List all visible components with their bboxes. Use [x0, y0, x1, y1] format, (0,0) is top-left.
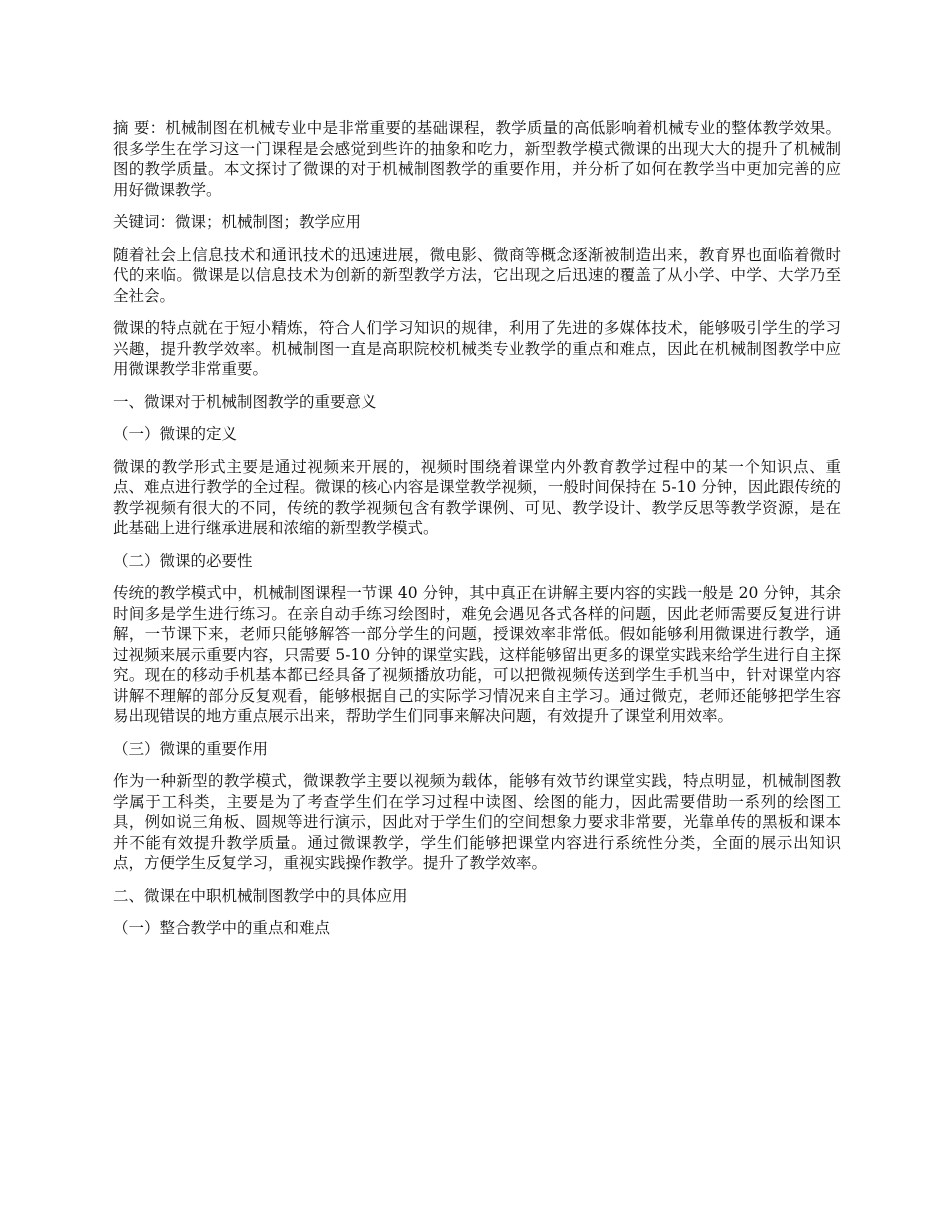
- subsection-1-3-heading: （三）微课的重要作用: [113, 739, 269, 758]
- section-1-heading: 一、微课对于机械制图教学的重要意义: [113, 392, 377, 411]
- abstract-paragraph: 摘 要：机械制图在机械专业中是非常重要的基础课程，教学质量的高低影响着机械专业的整体教学效果。很多学生在学习这一门课程是会感觉到些许的抽象和吃力，新型教学模式微课的出现大大的提升了机械制图的教学质量。本文探讨了微课的对于机械制图教学的重要作用，并分析了如何在教学当中更加完善的应用好微课教学。: [113, 119, 841, 199]
- subsection-1-2-heading: （二）微课的必要性: [113, 551, 253, 570]
- subsection-1-3-paragraph: 作为一种新型的教学模式，微课教学主要以视频为载体，能够有效节约课堂实践，特点明显，机械制图教学属于工科类，主要是为了考查学生们在学习过程中读图、绘图的能力，因此需要借助一系列的绘图工具，例如说三角板、圆规等进行演示，因此对于学生们的空间想象力要求非常要，光靠单传的黑板和课本并不能有效提升教学质量。通过微课教学，学生们能够把课堂内容进行系统性分类，全面的展示出知识点，方便学生反复学习，重视实践操作教学。提升了教学效率。: [113, 772, 841, 872]
- document-body: [113, 118, 841, 951]
- subsection-1-1-paragraph: 微课的教学形式主要是通过视频来开展的，视频时围绕着课堂内外教育教学过程中的某一个知识点、重点、难点进行教学的全过程。微课的核心内容是课堂教学视频，一般时间保持在 5-10 分钟，因此跟传统的教学视频有很大的不同，传统的教学视频包含有教学课例、可见、教学设计、教学反思等教学资源，是在此基础上进行继承进展和浓缩的新型教学模式。: [113, 457, 841, 537]
- section-2-heading: 二、微课在中职机械制图教学中的具体应用: [113, 886, 408, 905]
- subsection-1-1-heading: （一）微课的定义: [113, 425, 238, 443]
- intro-paragraph-1: 随着社会上信息技术和通讯技术的迅速进展，微电影、微商等概念逐渐被制造出来，教育界也面临着微时代的来临。微课是以信息技术为创新的新型教学方法，它出现之后迅速的覆盖了从小学、中学、大学乃至全社会。: [113, 245, 841, 305]
- subsection-2-1-heading: （一）整合教学中的重点和难点: [113, 919, 331, 937]
- keywords-line: 关键词：微课；机械制图；教学应用: [113, 213, 362, 231]
- subsection-1-2-paragraph: 传统的教学模式中，机械制图课程一节课 40 分钟，其中真正在讲解主要内容的实践一般是 20 分钟，其余时间多是学生进行练习。在亲自动手练习绘图时，难免会遇见各式各样的问题，因此老师需要反复进行讲解，一节课下来，老师只能够解答一部分学生的问题，授课效率非常低。假如能够利用微课进行教学，通过视频来展示重要内容，只需要 5-10 分钟的课堂实践，这样能够留出更多的课堂实践来给学生进行自主探究。现在的移动手机基本都已经具备了视频播放功能，可以把微视频传送到学生手机当中，针对课堂内容讲解不理解的部分反复观看，能够根据自己的实际学习情况来自主学习。通过微克，老师还能够把学生容易出现错误的地方重点展示出来，帮助学生们同事来解决问题，有效提升了课堂利用效率。: [113, 584, 841, 725]
- intro-paragraph-2: 微课的特点就在于短小精炼，符合人们学习知识的规律，利用了先进的多媒体技术，能够吸引学生的学习兴趣，提升教学效率。机械制图一直是高职院校机械类专业教学的重点和难点，因此在机械制图教学中应用微课教学非常重要。: [113, 319, 841, 378]
